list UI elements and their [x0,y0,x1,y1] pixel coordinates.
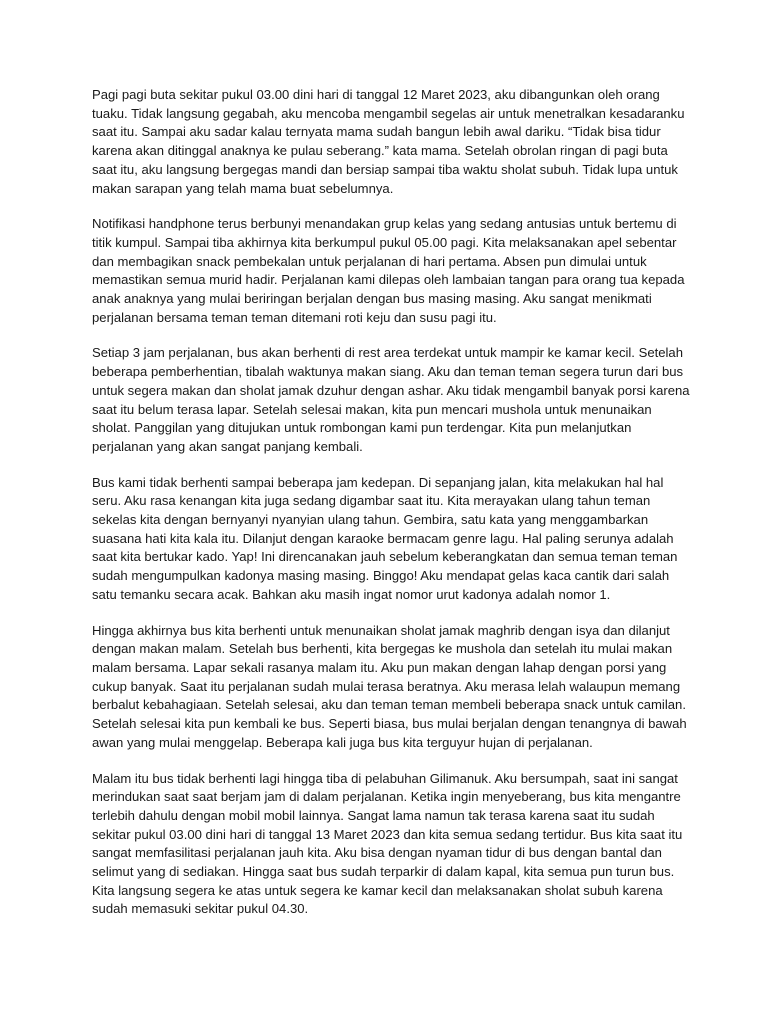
document-page [92,86,692,936]
paragraph-1: Pagi pagi buta sekitar pukul 03.00 dini hari di tanggal 12 Maret 2023, aku dibangunkan oleh orang tuaku. Tidak langsung gegabah, aku mencoba mengambil segelas air untuk menetralkan kesadaranku saat itu. Sampai aku sadar kalau ternyata mama sudah bangun lebih awal dariku. “Tidak bisa tidur karena akan ditinggal anaknya ke pulau seberang.” kata mama. Setelah obrolan ringan di pagi buta saat itu, aku langsung bergegas mandi dan bersiap sampai tiba waktu sholat subuh. Tidak lupa untuk makan sarapan yang telah mama buat sebelumnya. [92,87,685,196]
paragraph-6: Malam itu bus tidak berhenti lagi hingga tiba di pelabuhan Gilimanuk. Aku bersumpah, saat ini sangat merindukan saat saat berjam jam di dalam perjalanan. Ketika ingin menyeberang, bus kita mengantre terlebih dahulu dengan mobil mobil lainnya. Sangat lama namun tak terasa karena saat itu sudah sekitar pukul 03.00 dini hari di tanggal 13 Maret 2023 dan kita semua sedang tertidur. Bus kita saat itu sangat memfasilitasi perjalanan jauh kita. Aku bisa dengan nyaman tidur di bus dengan bantal dan selimut yang di sediakan. Hingga saat bus sudah terparkir di dalam kapal, kita semua pun turun bus. Kita langsung segera ke atas untuk segera ke kamar kecil dan melaksanakan sholat subuh karena sudah memasuki sekitar pukul 04.30. [92,770,683,917]
paragraph-2: Notifikasi handphone terus berbunyi menandakan grup kelas yang sedang antusias untuk bertemu di titik kumpul. Sampai tiba akhirnya kita berkumpul pukul 05.00 pagi. Kita melaksanakan apel sebentar dan membagikan snack pembekalan untuk perjalanan di hari pertama. Absen pun dimulai untuk memastikan semua murid hadir. Perjalanan kami dilepas oleh lambaian tangan para orang tua kepada anak anaknya yang mulai beriringan berjalan dengan bus masing masing. Aku sangat menikmati perjalanan bersama teman teman ditemani roti keju dan susu pagi itu. [92,216,685,325]
paragraph-3: Setiap 3 jam perjalanan, bus akan berhenti di rest area terdekat untuk mampir ke kamar kecil. Setelah beberapa pemberhentian, tibalah waktunya makan siang. Aku dan teman teman segera turun dari bus untuk segera makan dan sholat jamak dzuhur dengan ashar. Aku tidak mengambil banyak porsi karena saat itu belum terasa lapar. Setelah selesai makan, kita pun mencari mushola untuk menunaikan sholat. Panggilan yang ditujukan untuk rombongan kami pun terdengar. Kita pun melanjutkan perjalanan yang akan sangat panjang kembali. [92,345,690,454]
paragraph-5: Hingga akhirnya bus kita berhenti untuk menunaikan sholat jamak maghrib dengan isya dan dilanjut dengan makan malam. Setelah bus berhenti, kita bergegas ke mushola dan setelah itu mulai makan malam bersama. Lapar sekali rasanya malam itu. Aku pun makan dengan lahap dengan porsi yang cukup banyak. Saat itu perjalanan sudah mulai terasa beratnya. Aku merasa lelah walaupun memang berbalut kebahagiaan. Setelah selesai, aku dan teman teman membeli beberapa snack untuk camilan. Setelah selesai kita pun kembali ke bus. Seperti biasa, bus mulai berjalan dengan tenangnya di bawah awan yang mulai menggelap. Beberapa kali juga bus kita terguyur hujan di perjalanan. [92,622,687,750]
paragraph-4: Bus kami tidak berhenti sampai beberapa jam kedepan. Di sepanjang jalan, kita melakukan hal hal seru. Aku rasa kenangan kita juga sedang digambar saat itu. Kita merayakan ulang tahun teman sekelas kita dengan bernyanyi nyanyian ulang tahun. Gembira, satu kata yang menggambarkan suasana hati kita kala itu. Dilanjut dengan karaoke bermacam genre lagu. Hal paling serunya adalah saat kita bertukar kado. Yap! Ini direncanakan jauh sebelum keberangkatan dan semua teman teman sudah mengumpulkan kadonya masing masing. Binggo! Aku mendapat gelas kaca cantik dari salah satu temanku secara acak. Bahkan aku masih ingat nomor urut kadonya adalah nomor 1. [92,474,678,602]
